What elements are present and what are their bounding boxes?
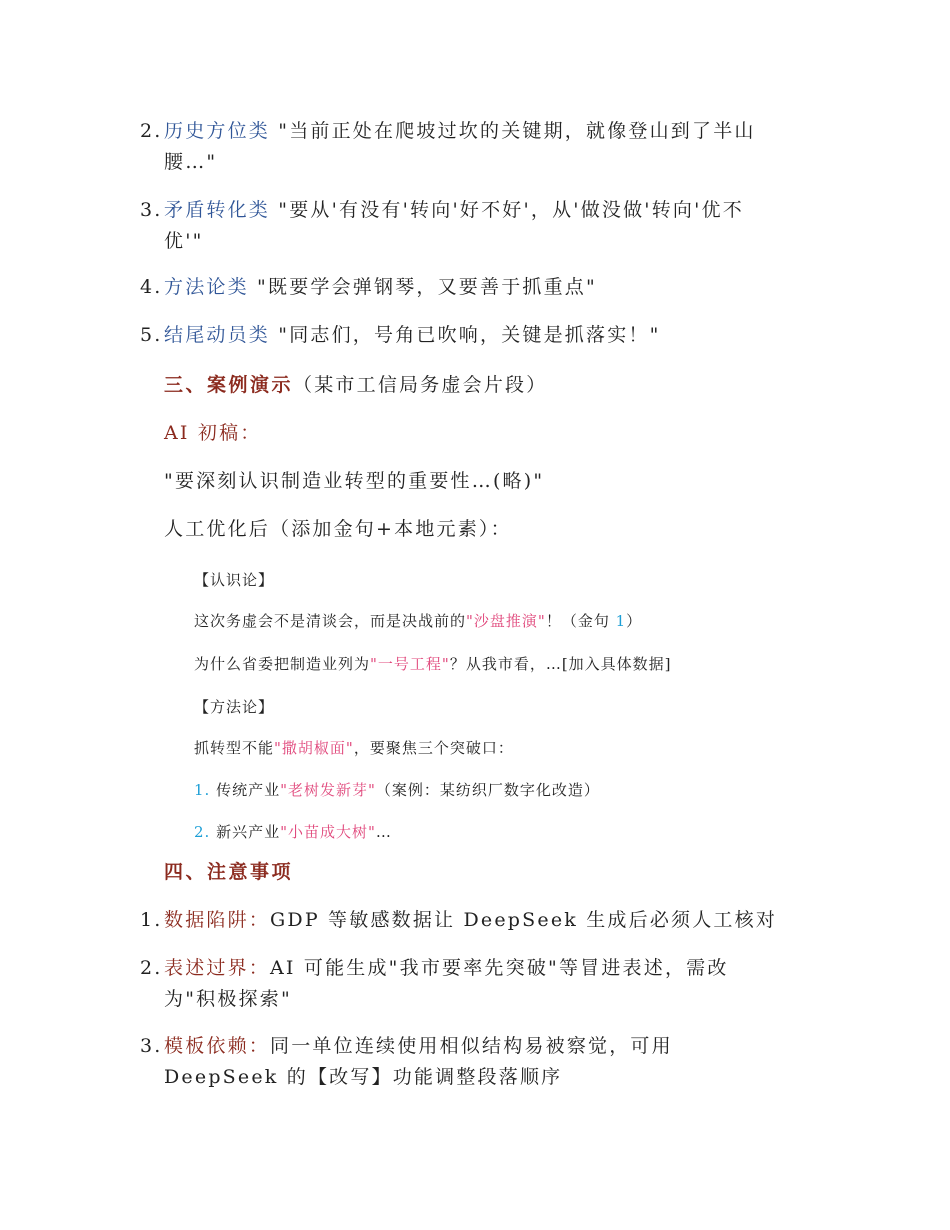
item-category: 数据陷阱： <box>164 909 271 931</box>
list-number: 3. <box>140 1035 163 1057</box>
list-number: 5. <box>140 324 163 346</box>
item-category: 结尾动员类 <box>164 324 271 346</box>
document-page: 2. 历史方位类 "当前正处在爬坡过坎的关键期，就像登山到了半山 腰…" 3. 矛盾转化类 "要从'有没有'转向'好不好'，从'做没做'转向'优不 优'" 4. 方法论类 "既要学会弹钢琴，又要善于抓重点" 5. 结尾动员类 "同志们，号角已吹响，关键是抓落实！" 三、案例演示（某市工信局务虚会片段） AI 初稿： "要深刻认识制造业转型的重要性…(略)" 人工优化后（添加金句+本地元素）： 【认识论】 这次务虚会不是清谈会，而是决战前的"沙盘推演"！（金句 1） 为什么省委把制造业列为"一号工程"？从我市看，…[加入具体数据] 【方法论】 抓转型不能"撒胡椒面"，要聚焦三个突破口： 1. 传统产业"老树发新芽"（案例：某纺织厂数字化改造） 2. 新兴产业"小苗成大树"… 四、注意事项 1. 数据陷阱：GDP 等敏感数据让 DeepSeek 生成后必须人工核对 2. 表述过界：AI 可能生成"我市要率先突破"等冒进表述，需改 为"积极探索" 3. 模板依赖：同一单位连续使用相似结构易被察觉，可用 DeepSeek 的【改写】功能调整段落顺序 <box>0 0 950 1230</box>
item-text: "既要学会弹钢琴，又要善于抓重点" <box>248 276 597 298</box>
item-category: 历史方位类 <box>164 120 271 142</box>
item-text: "同志们，号角已吹响，关键是抓落实！" <box>270 324 661 346</box>
item-category: 方法论类 <box>164 276 249 298</box>
list-number: 1. <box>140 909 163 931</box>
golden-phrase: "小苗成大树" <box>280 823 376 841</box>
section-note: （某市工信局务虚会片段） <box>293 374 548 396</box>
method-item-number: 1. <box>194 781 211 799</box>
golden-phrase: "老树发新芽" <box>280 781 376 799</box>
item-text: "要从'有没有'转向'好不好'，从'做没做'转向'优不 <box>270 199 744 221</box>
item-text: "当前正处在爬坡过坎的关键期，就像登山到了半山 <box>270 120 756 142</box>
item-category: 矛盾转化类 <box>164 199 271 221</box>
list-number: 4. <box>140 276 163 298</box>
golden-phrase: "一号工程" <box>370 655 450 673</box>
item-text: GDP 等敏感数据让 DeepSeek 生成后必须人工核对 <box>270 909 778 931</box>
method-item-number: 2. <box>194 823 211 841</box>
item-category: 模板依赖： <box>164 1035 271 1057</box>
item-category: 表述过界： <box>164 957 271 979</box>
golden-phrase: "沙盘推演" <box>466 612 546 630</box>
list-number: 2. <box>140 120 163 142</box>
list-number: 2. <box>140 957 163 979</box>
section-title: 三、案例演示 <box>164 374 294 396</box>
item-text-cont: DeepSeek 的【改写】功能调整段落顺序 <box>164 1066 563 1088</box>
section-title: 四、注意事项 <box>164 861 294 883</box>
item-text-cont: 优'" <box>164 230 204 252</box>
golden-phrase: "撒胡椒面" <box>274 739 354 757</box>
item-text-cont: 为"积极探索" <box>164 988 292 1010</box>
list-number: 3. <box>140 199 163 221</box>
item-text: 同一单位连续使用相似结构易被察觉，可用 <box>270 1035 673 1057</box>
item-text-cont: 腰…" <box>164 151 218 173</box>
item-text: AI 可能生成"我市要率先突破"等冒进表述，需改 <box>270 957 729 979</box>
